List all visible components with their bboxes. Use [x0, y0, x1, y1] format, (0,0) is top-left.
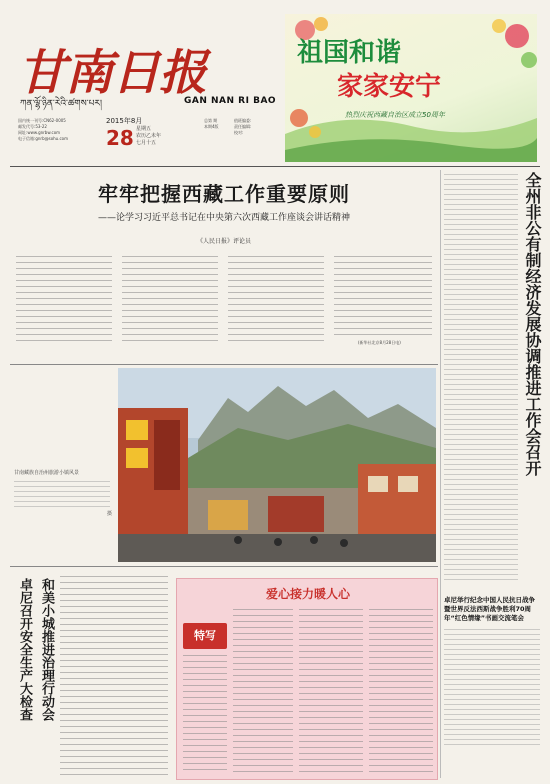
- bottom-right-headline: 卓尼举行纪念中国人民抗日战争暨世界反法西斯战争胜利70周年“红色情缘”书画交流笔会: [444, 596, 535, 622]
- photo-caption: [14, 470, 112, 517]
- masthead-tibetan: ཀན་ལྷོ་ཉིན་རེའི་ཚགས་པར།: [20, 99, 102, 109]
- feature-box: [176, 578, 438, 780]
- date-year-month: 2015年8月: [106, 117, 143, 125]
- right-body-text: [444, 174, 518, 584]
- caption-body: [14, 481, 110, 511]
- caption-photographer: 摄: [106, 511, 112, 517]
- page-count: 本期4版: [204, 124, 219, 129]
- staff-line: 责任编辑:: [234, 124, 252, 129]
- lunar-year: 农历乙未年: [136, 133, 162, 139]
- divider: [10, 566, 438, 567]
- info-line: 网址:www.gnrbw.com: [18, 130, 61, 135]
- info-line: 邮发代号:53-22: [18, 124, 47, 129]
- feature-body-3: [369, 609, 433, 775]
- bottom-left-body: [60, 576, 168, 776]
- weekday: 星期五: [136, 126, 152, 132]
- photo-scene: [118, 368, 436, 562]
- masthead-pinyin: GAN NAN RI BAO: [184, 96, 277, 106]
- feature-tag: [183, 623, 227, 649]
- right-headline: 全州非公有制经济发展协调推进工作会召开: [523, 172, 542, 476]
- bottom-left-headline-2: 卓尼召开安全生产大检查: [17, 578, 32, 721]
- issue-number: 总第 期: [204, 118, 218, 123]
- bottom-left-headline-1: 和美小城推进治理行动会: [39, 578, 54, 721]
- date-lunar: [136, 126, 161, 147]
- lead-source: 《人民日报》评论员: [196, 238, 251, 245]
- masthead: [14, 14, 279, 164]
- column-divider: [440, 170, 441, 778]
- lead-body-col-4: [334, 256, 432, 336]
- celebration-banner: [285, 14, 537, 162]
- town-photo: [118, 368, 436, 562]
- banner-slogan: 热烈庆祝西藏自治区成立50周年: [345, 111, 445, 119]
- banner-line-2: 家家安宁: [337, 72, 442, 102]
- bottom-right-body: [444, 629, 540, 749]
- bottom-right-article: [444, 596, 540, 782]
- lead-title: 牢牢把握西藏工作重要原则: [98, 182, 350, 206]
- date-day: 28: [106, 126, 134, 150]
- lead-byline: (新华社北京8月28日电): [358, 340, 401, 345]
- issue-info: [204, 118, 219, 130]
- feature-body-0: [183, 655, 227, 775]
- divider: [10, 364, 438, 365]
- masthead-logo: 甘南日报: [18, 45, 207, 101]
- feature-tag-label: 特写: [194, 629, 216, 642]
- divider: [10, 166, 540, 167]
- banner-line-1: 祖国和谐: [297, 38, 402, 68]
- info-line: 国内统一刊号:CN62-0005: [18, 118, 66, 123]
- caption-text: 甘南藏族自治州旅游小镇风景: [14, 470, 80, 476]
- bottom-left-article: [10, 570, 170, 780]
- feature-body-2: [299, 609, 363, 775]
- feature-title: 爱心接力暖人心: [265, 587, 350, 601]
- lead-body-col-2: [122, 256, 218, 346]
- right-column-article: [444, 172, 540, 592]
- staff-info: [234, 118, 251, 136]
- masthead-info: [18, 118, 98, 142]
- feature-body-1: [233, 609, 293, 775]
- lead-body-col-1: [16, 256, 112, 346]
- lunar-day: 七月十五: [136, 140, 157, 146]
- info-line: 电子信箱:gnrb@sohu.com: [18, 136, 69, 141]
- staff-line: 值班编委:: [234, 118, 252, 123]
- lead-subtitle: ——论学习习近平总书记在中央第六次西藏工作座谈会讲话精神: [97, 213, 350, 223]
- lead-body-col-3: [228, 256, 324, 346]
- staff-line: 校对:: [234, 130, 244, 135]
